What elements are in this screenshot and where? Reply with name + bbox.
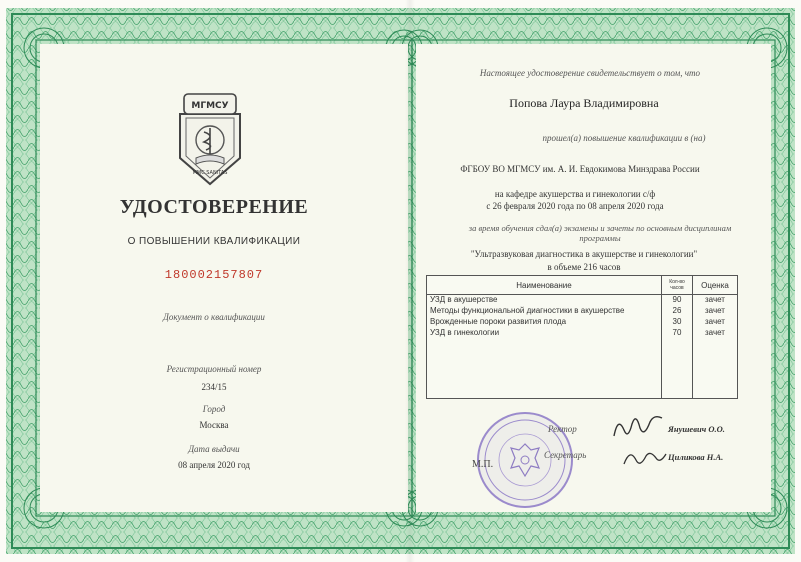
city-value: Москва (199, 420, 229, 430)
row-hours: 70 (662, 328, 693, 339)
table-filler-row (427, 339, 738, 399)
department-text: на кафедре акушерства и гинекологии с/ф (494, 189, 656, 199)
university-logo (170, 84, 250, 188)
header-hours: Кол-во часов (662, 276, 693, 295)
row-grade: зачет (693, 317, 738, 328)
seal-label: М.П. (472, 459, 494, 470)
courses-table (426, 275, 738, 399)
logo-bottom-text: MMC SANITAS (192, 170, 228, 176)
row-name: Методы функциональной диагностики в акушерстве (427, 306, 662, 317)
certifies-text: Настоящее удостоверение свидетельствует о том, что (479, 68, 701, 78)
city-label: Город (202, 404, 226, 414)
program-volume: в объеме 216 часов (547, 262, 621, 272)
table-row (427, 317, 738, 328)
period-text: с 26 февраля 2020 года по 08 апреля 2020 года (486, 201, 664, 211)
issue-date-label: Дата выдачи (188, 444, 240, 454)
exams-text-line1: за время обучения сдал(а) экзамены и зачеты по основным дисциплинам (468, 223, 732, 233)
certificate-title: УДОСТОВЕРЕНИЕ (119, 196, 309, 218)
certificate-subtitle: О ПОВЫШЕНИИ КВАЛИФИКАЦИИ (127, 236, 301, 247)
rector-label: Ректор (548, 424, 577, 434)
row-hours: 90 (662, 295, 693, 307)
rector-signature (610, 410, 666, 444)
table-row (427, 306, 738, 317)
logo-top-text: МГМСУ (191, 101, 229, 111)
registration-number: 234/15 (201, 382, 227, 392)
header-grade: Оценка (693, 276, 738, 295)
row-name: УЗД в акушерстве (427, 295, 662, 307)
issue-date-value: 08 апреля 2020 год (178, 460, 250, 470)
completed-text: прошел(а) повышение квалификации в (на) (542, 133, 706, 143)
header-name: Наименование (427, 276, 662, 295)
row-grade: зачет (693, 328, 738, 339)
table-header-row (427, 276, 738, 295)
table-row (427, 328, 738, 339)
person-name: Попова Лаура Владимировна (509, 96, 659, 110)
registration-label: Регистрационный номер (166, 364, 262, 374)
program-name: "Ультразвуковая диагностика в акушерстве и гинекологии" (470, 249, 698, 259)
center-fold (405, 0, 415, 562)
exams-text-line2: программы (579, 233, 621, 243)
rector-name: Янушевич О.О. (668, 424, 725, 434)
row-grade: зачет (693, 306, 738, 317)
serial-number: 180002157807 (164, 268, 264, 282)
secretary-signature (620, 444, 668, 472)
row-hours: 26 (662, 306, 693, 317)
row-name: Врожденные пороки развития плода (427, 317, 662, 328)
secretary-name: Циликова Н.А. (668, 452, 724, 462)
document-type: Документ о квалификации (163, 312, 265, 322)
row-name: УЗД в гинекологии (427, 328, 662, 339)
row-grade: зачет (693, 295, 738, 307)
secretary-label: Секретарь (544, 450, 587, 460)
institution-name: ФГБОУ ВО МГМСУ им. А. И. Евдокимова Минздрава России (460, 164, 700, 174)
row-hours: 30 (662, 317, 693, 328)
table-row (427, 295, 738, 307)
